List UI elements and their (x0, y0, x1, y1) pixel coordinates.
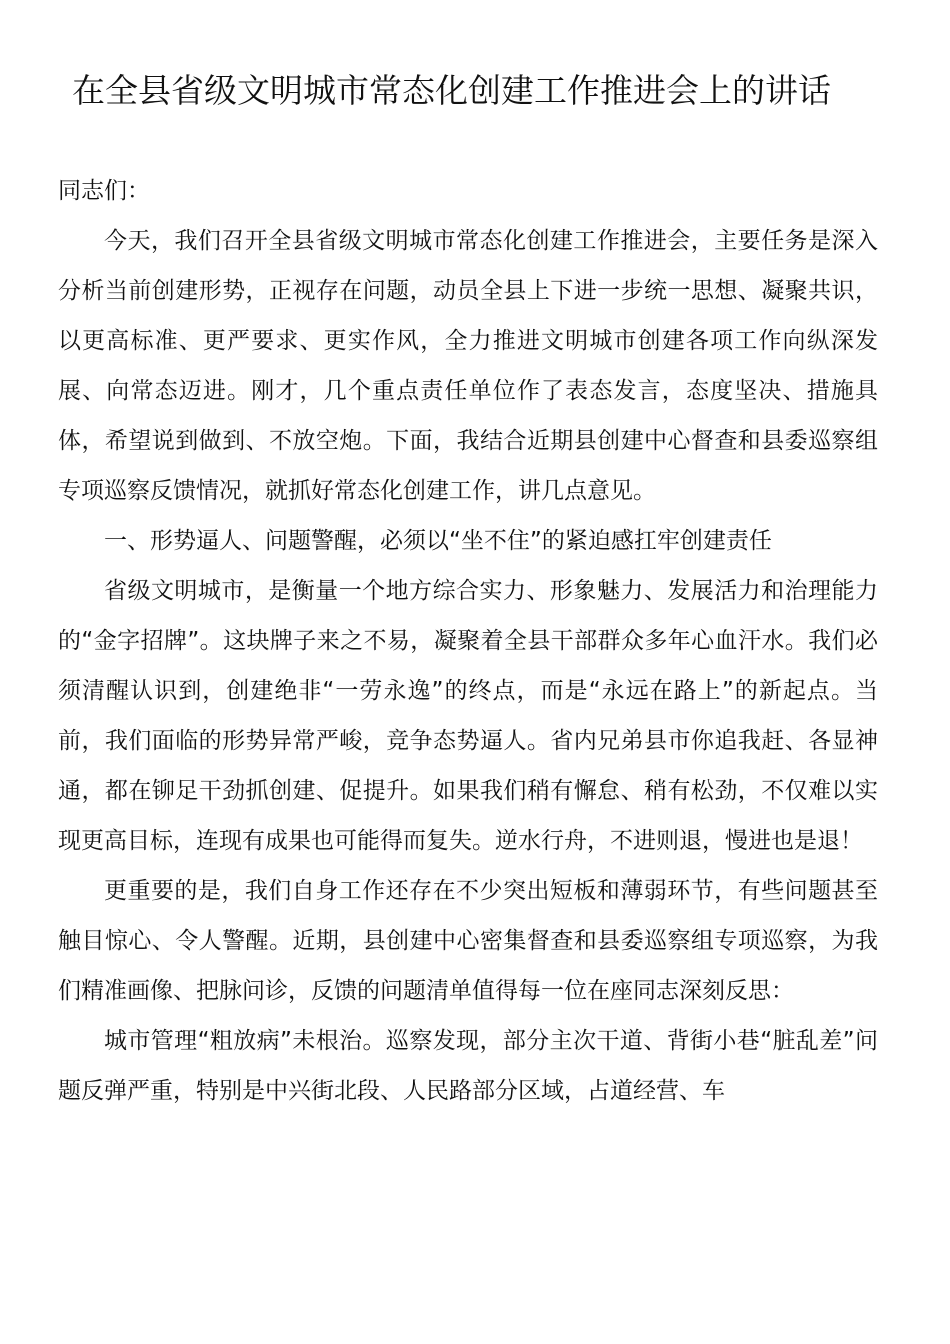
section1-paragraph-1: 省级文明城市，是衡量一个地方综合实力、形象魅力、发展活力和治理能力的“金字招牌”。这块牌子来之不易，凝聚着全县干部群众多年心血汗水。我们必须清醒认识到，创建绝非“一劳永逸”的终点，而是“永远在路上”的新起点。当前，我们面临的形势异常严峻，竞争态势逼人。省内兄弟县市你追我赶、各显神通，都在铆足干劲抓创建、促提升。如果我们稍有懈怠、稍有松劲，不仅难以实现更高目标，连现有成果也可能得而复失。逆水行舟，不进则退，慢进也是退！ (58, 578, 878, 854)
section1-paragraph-3: 城市管理“粗放病”未根治。巡察发现，部分主次干道、背街小巷“脏乱差”问题反弹严重，特别是中兴街北段、人民路部分区域，占道经营、车 (58, 1028, 878, 1104)
section1-paragraph-2: 更重要的是，我们自身工作还存在不少突出短板和薄弱环节，有些问题甚至触目惊心、令人警醒。近期，县创建中心密集督查和县委巡察组专项巡察，为我们精准画像、把脉问诊，反馈的问题清单值得每一位在座同志深刻反思： (58, 878, 878, 1004)
greeting: 同志们： (58, 178, 150, 204)
document-title: 在全县省级文明城市常态化创建工作推进会上的讲话 (72, 71, 831, 110)
intro-paragraph: 今天，我们召开全县省级文明城市常态化创建工作推进会，主要任务是深入分析当前创建形势，正视存在问题，动员全县上下进一步统一思想、凝聚共识，以更高标准、更严要求、更实作风，全力推进文明城市创建各项工作向纵深发展、向常态迈进。刚才，几个重点责任单位作了表态发言，态度坚决、措施具体，希望说到做到、不放空炮。下面，我结合近期县创建中心督查和县委巡察组专项巡察反馈情况，就抓好常态化创建工作，讲几点意见。 (58, 228, 878, 504)
section-heading-1: 一、形势逼人、问题警醒，必须以“坐不住”的紧迫感扛牢创建责任 (104, 528, 772, 554)
